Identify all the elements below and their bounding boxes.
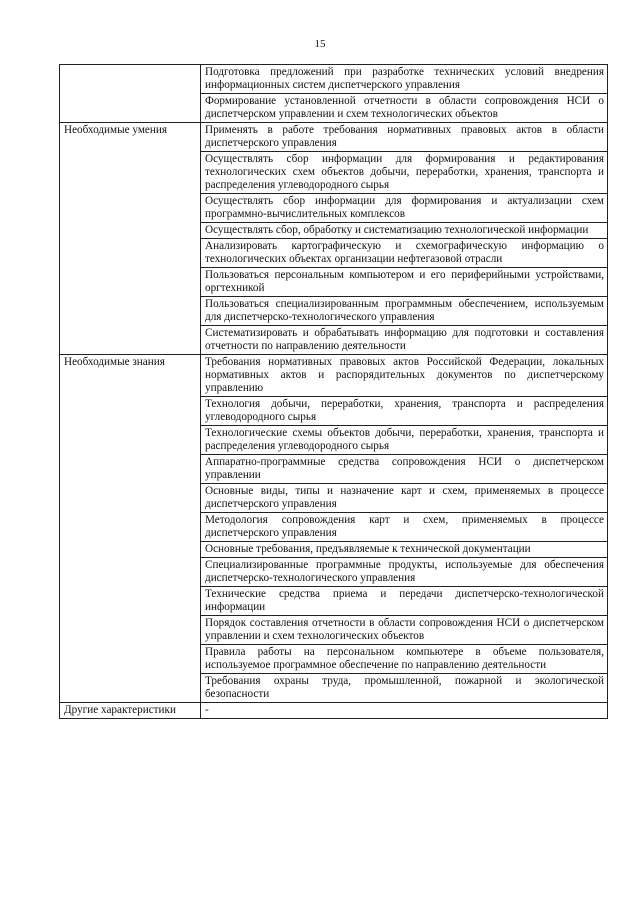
- table-row: [60, 355, 608, 397]
- table-row: [60, 65, 608, 94]
- requirement-item: Основные виды, типы и назначение карт и схем, применяемых в процессе диспетчерского управления: [201, 484, 608, 513]
- requirement-item: Основные требования, предъявляемые к технической документации: [201, 542, 608, 558]
- requirement-item: Осуществлять сбор информации для формирования и редактирования технологических схем объектов добычи, переработки, хранения, транспорта и распределения углеводородного сырья: [201, 152, 608, 194]
- requirement-item: Требования охраны труда, промышленной, пожарной и экологической безопасности: [201, 674, 608, 703]
- requirement-item: Специализированные программные продукты, используемые для обеспечения диспетчерско-технологического управления: [201, 558, 608, 587]
- requirement-item: Систематизировать и обрабатывать информацию для подготовки и составления отчетности по направлению деятельности: [201, 326, 608, 355]
- competency-table: [59, 64, 608, 719]
- table-row: [60, 123, 608, 152]
- section-label: Необходимые умения: [60, 123, 201, 355]
- requirement-item: Пользоваться специализированным программным обеспечением, используемым для диспетчерско-технологического управления: [201, 297, 608, 326]
- table-body: [60, 65, 608, 719]
- requirement-item: Технические средства приема и передачи диспетчерско-технологической информации: [201, 587, 608, 616]
- requirement-item: Аппаратно-программные средства сопровождения НСИ о диспетчерском управлении: [201, 455, 608, 484]
- section-label: Необходимые знания: [60, 355, 201, 703]
- requirement-item: Осуществлять сбор информации для формирования и актуализации схем программно-вычислительных комплексов: [201, 194, 608, 223]
- requirement-item: Осуществлять сбор, обработку и систематизацию технологической информации: [201, 223, 608, 239]
- requirement-item: Методология сопровождения карт и схем, применяемых в процессе диспетчерского управления: [201, 513, 608, 542]
- requirement-item: Применять в работе требования нормативных правовых актов в области диспетчерского управления: [201, 123, 608, 152]
- requirement-item: Правила работы на персональном компьютере в объеме пользователя, используемое программное обеспечение по направлению деятельности: [201, 645, 608, 674]
- requirement-item: Подготовка предложений при разработке технических условий внедрения информационных систем диспетчерского управления: [201, 65, 608, 94]
- requirement-item: Пользоваться персональным компьютером и его периферийными устройствами, оргтехникой: [201, 268, 608, 297]
- requirement-item: Требования нормативных правовых актов Российской Федерации, локальных нормативных актов и распорядительных документов по диспетчерскому управлению: [201, 355, 608, 397]
- requirement-item: Технологические схемы объектов добычи, переработки, хранения, транспорта и распределения углеводородного сырья: [201, 426, 608, 455]
- requirement-item: Технология добычи, переработки, хранения, транспорта и распределения углеводородного сырья: [201, 397, 608, 426]
- requirement-item: -: [201, 703, 608, 719]
- table-row: [60, 703, 608, 719]
- requirement-item: Анализировать картографическую и схемографическую информацию о технологических объектах организации нефтегазовой отрасли: [201, 239, 608, 268]
- section-label: Другие характеристики: [60, 703, 201, 719]
- page-number: 15: [314, 38, 326, 50]
- requirement-item: Порядок составления отчетности в области сопровождения НСИ о диспетчерском управлении и схем технологических объектов: [201, 616, 608, 645]
- requirement-item: Формирование установленной отчетности в области сопровождения НСИ о диспетчерском управлении и схем технологических объектов: [201, 94, 608, 123]
- section-label: [60, 65, 201, 123]
